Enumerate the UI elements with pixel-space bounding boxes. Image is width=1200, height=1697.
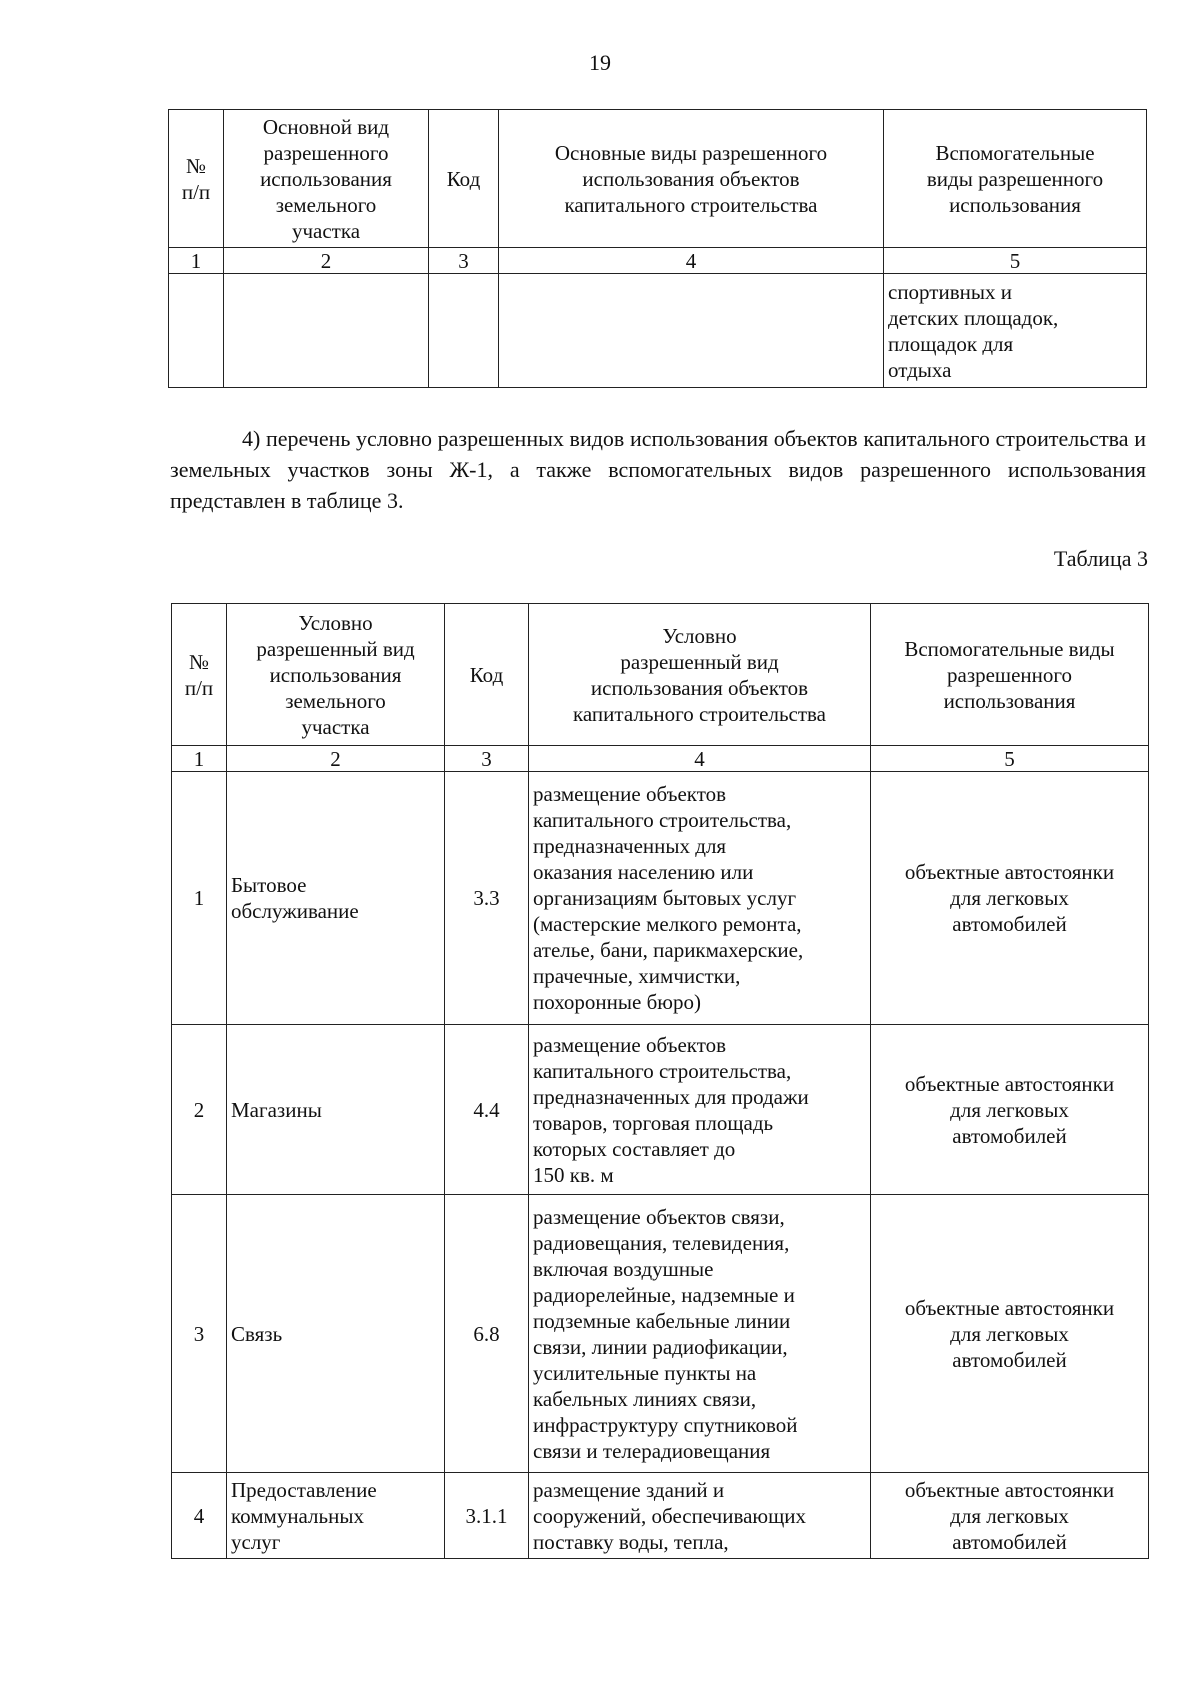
table-3 [171, 603, 1149, 1559]
column-number: 1 [169, 248, 224, 274]
table-2-header-row [169, 110, 1147, 248]
table-cell-auxiliary: спортивных и детских площадок, площадок для отдыха [884, 274, 1147, 388]
header-cell-main-use: Основные виды разрешенного использования объектов капитального строительства [499, 110, 884, 248]
auxiliary-use: объектные автостоянки для легковых автомобилей [871, 1473, 1149, 1559]
table-2-continuation [168, 109, 1147, 388]
header-cell-code: Код [429, 110, 499, 248]
column-number: 4 [529, 746, 871, 772]
column-number: 3 [445, 746, 529, 772]
table-3-column-number-row [172, 746, 1149, 772]
land-use-name: Магазины [227, 1025, 445, 1195]
body-paragraph: 4) перечень условно разрешенных видов использования объектов капитального строительства и земельных участков зоны Ж-1, а также вспомогательных видов разрешенного использования представлен в таблице 3. [170, 426, 1146, 513]
header-cell-code: Код [445, 604, 529, 746]
header-cell-auxiliary-use: Вспомогательные виды разрешенного использования [884, 110, 1147, 248]
column-number: 2 [227, 746, 445, 772]
table-cell [429, 274, 499, 388]
table-cell [499, 274, 884, 388]
table-row [172, 1195, 1149, 1473]
page-number: 19 [589, 50, 611, 75]
column-number: 3 [429, 248, 499, 274]
header-cell-conditional-land-use: Условно разрешенный вид использования земельного участка [227, 604, 445, 746]
table-cell [224, 274, 429, 388]
land-use-name: Связь [227, 1195, 445, 1473]
land-use-name: Бытовое обслуживание [227, 772, 445, 1025]
row-number: 4 [172, 1473, 227, 1559]
auxiliary-use: объектные автостоянки для легковых автомобилей [871, 1195, 1149, 1473]
auxiliary-use: объектные автостоянки для легковых автомобилей [871, 1025, 1149, 1195]
header-cell-number: № п/п [169, 110, 224, 248]
column-number: 5 [884, 248, 1147, 274]
table-3-header-row [172, 604, 1149, 746]
row-number: 2 [172, 1025, 227, 1195]
use-code: 3.3 [445, 772, 529, 1025]
table-row [172, 772, 1149, 1025]
use-code: 3.1.1 [445, 1473, 529, 1559]
table-2-continuation-row [169, 274, 1147, 388]
column-number: 4 [499, 248, 884, 274]
row-number: 3 [172, 1195, 227, 1473]
land-use-name: Предоставление коммунальных услуг [227, 1473, 445, 1559]
table-cell [169, 274, 224, 388]
column-number: 1 [172, 746, 227, 772]
table-caption: Таблица 3 [1053, 546, 1148, 571]
table-2-column-number-row [169, 248, 1147, 274]
use-code: 6.8 [445, 1195, 529, 1473]
row-number: 1 [172, 772, 227, 1025]
header-cell-land-use: Основной вид разрешенного использования земельного участка [224, 110, 429, 248]
use-description: размещение объектов связи, радиовещания, телевидения, включая воздушные радиорелейные, надземные и подземные кабельные линии связи, линии радиофикации, усилительные пункты на кабельных линиях связи, инфраструктуру спутниковой связи и телерадиовещания [529, 1195, 871, 1473]
column-number: 2 [224, 248, 429, 274]
table-row [172, 1025, 1149, 1195]
header-cell-number: № п/п [172, 604, 227, 746]
table-row [172, 1473, 1149, 1559]
auxiliary-use: объектные автостоянки для легковых автомобилей [871, 772, 1149, 1025]
use-code: 4.4 [445, 1025, 529, 1195]
column-number: 5 [871, 746, 1149, 772]
use-description: размещение объектов капитального строительства, предназначенных для оказания населению или организациям бытовых услуг (мастерские мелкого ремонта, ателье, бани, парикмахерские, прачечные, химчистки, похоронные бюро) [529, 772, 871, 1025]
use-description: размещение зданий и сооружений, обеспечивающих поставку воды, тепла, [529, 1473, 871, 1559]
use-description: размещение объектов капитального строительства, предназначенных для продажи товаров, торговая площадь которых составляет до 150 кв. м [529, 1025, 871, 1195]
header-cell-conditional-building-use: Условно разрешенный вид использования объектов капитального строительства [529, 604, 871, 746]
header-cell-auxiliary-use: Вспомогательные виды разрешенного использования [871, 604, 1149, 746]
